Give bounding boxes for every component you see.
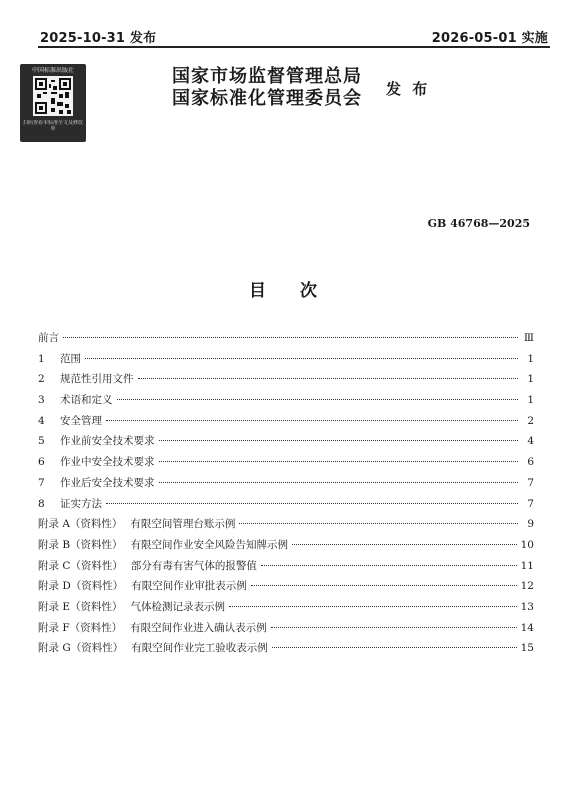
toc-entry[interactable] [38, 454, 534, 475]
toc-entry[interactable] [38, 620, 534, 641]
toc-page-number: 12 [520, 580, 534, 593]
toc-entry-label: 作业前安全技术要求 [60, 435, 155, 448]
toc-entry[interactable] [38, 578, 534, 599]
seal-scan-text: 扫码查看本标准全文及修改单 [22, 120, 83, 132]
toc-entry-number: 4 [38, 414, 45, 427]
toc-leader-dots [159, 461, 519, 462]
toc-entry-label: 附录 B（资料性） [38, 538, 123, 551]
toc-page-number: 7 [527, 476, 534, 489]
toc-leader-dots [292, 544, 517, 545]
toc-entry-number: 6 [38, 456, 45, 469]
header-bar [0, 0, 566, 46]
implement-date: 2026-05-01 实施 [431, 31, 548, 46]
table-of-contents [38, 330, 534, 661]
toc-leader-dots [261, 565, 517, 566]
toc-leader-dots [251, 585, 517, 586]
issuing-authorities [172, 66, 362, 110]
toc-page-number: 9 [527, 518, 534, 531]
toc-entry[interactable] [38, 371, 534, 392]
issuer-samr: 国家市场监督管理总局 [172, 66, 362, 87]
toc-leader-dots [272, 647, 517, 648]
toc-page-number: 11 [520, 559, 534, 572]
seal-publisher-text: 中国标准出版社 [31, 67, 74, 74]
toc-entry-number: 7 [38, 476, 45, 489]
toc-leader-dots [159, 440, 519, 441]
qr-seal[interactable] [20, 64, 86, 142]
toc-entry[interactable] [38, 413, 534, 434]
toc-entry-title: 部分有毒有害气体的报警值 [130, 559, 257, 572]
toc-title: 目次 [249, 281, 351, 301]
toc-entry[interactable] [38, 537, 534, 558]
publish-date: 2025-10-31 发布 [40, 31, 157, 46]
toc-leader-dots [271, 627, 517, 628]
toc-leader-dots [63, 337, 518, 338]
toc-entry-title: 有限空间作业完工验收表示例 [131, 642, 268, 655]
toc-page-number: 4 [527, 435, 534, 448]
toc-entry[interactable] [38, 558, 534, 579]
toc-entry-label: 附录 G（资料性） [38, 642, 124, 655]
toc-entry-number: 5 [38, 435, 45, 448]
toc-page-number: 1 [527, 352, 534, 365]
toc-entry[interactable] [38, 599, 534, 620]
toc-entry[interactable] [38, 496, 534, 517]
toc-page-number: 1 [527, 373, 534, 386]
toc-entry-label: 作业后安全技术要求 [60, 476, 155, 489]
toc-entry-label: 附录 A（资料性） [38, 518, 123, 531]
toc-page-number: 15 [520, 642, 534, 655]
toc-entry-label: 证实方法 [60, 497, 102, 510]
toc-entry-label: 前言 [38, 332, 59, 344]
qr-code-icon [33, 76, 73, 116]
toc-leader-dots [106, 503, 518, 504]
toc-page-number: 13 [520, 600, 534, 613]
toc-page-number: 7 [527, 497, 534, 510]
toc-entry[interactable] [38, 475, 534, 496]
issuer-sac: 国家标准化管理委员会 [172, 88, 362, 109]
standard-number: GB 46768—2025 [427, 217, 530, 230]
toc-entry-label: 附录 E（资料性） [38, 600, 123, 613]
toc-entry-label: 术语和定义 [60, 394, 113, 407]
toc-leader-dots [117, 399, 519, 400]
toc-entry[interactable] [38, 330, 534, 351]
toc-entry-label: 范围 [60, 352, 81, 365]
toc-entry-title: 有限空间作业审批表示例 [131, 580, 247, 593]
toc-entry[interactable] [38, 516, 534, 537]
toc-entry-title: 有限空间管理台账示例 [130, 518, 236, 531]
toc-leader-dots [138, 378, 519, 379]
toc-page-number: 6 [527, 456, 534, 469]
toc-entry[interactable] [38, 433, 534, 454]
toc-entry-number: 1 [38, 352, 45, 365]
toc-entry-label: 附录 D（资料性） [38, 580, 124, 593]
toc-entry-label: 附录 C（资料性） [38, 559, 123, 572]
toc-leader-dots [85, 358, 518, 359]
toc-entry-number: 2 [38, 373, 45, 386]
toc-leader-dots [159, 482, 519, 483]
toc-entry-label: 作业中安全技术要求 [60, 456, 155, 469]
toc-page-number: Ⅲ [523, 332, 534, 344]
toc-leader-dots [229, 606, 517, 607]
toc-entry-label: 安全管理 [60, 414, 102, 427]
toc-entry-title: 有限空间作业进入确认表示例 [130, 621, 267, 634]
toc-page-number: 2 [527, 414, 534, 427]
toc-entry-label: 规范性引用文件 [60, 373, 134, 386]
issue-word: 发 布 [386, 80, 431, 98]
toc-leader-dots [106, 420, 518, 421]
toc-page-number: 10 [520, 538, 534, 551]
toc-leader-dots [239, 523, 518, 524]
toc-page-number: 14 [520, 621, 534, 634]
toc-entry[interactable] [38, 392, 534, 413]
toc-entry-title: 气体检测记录表示例 [130, 600, 226, 613]
toc-entry-label: 附录 F（资料性） [38, 621, 123, 634]
toc-entry-number: 3 [38, 394, 45, 407]
toc-entry-number: 8 [38, 497, 45, 510]
toc-entry[interactable] [38, 640, 534, 661]
header-rule [38, 46, 550, 48]
toc-page-number: 1 [527, 394, 534, 407]
toc-entry-title: 有限空间作业安全风险告知牌示例 [130, 538, 289, 551]
toc-entry[interactable] [38, 351, 534, 372]
